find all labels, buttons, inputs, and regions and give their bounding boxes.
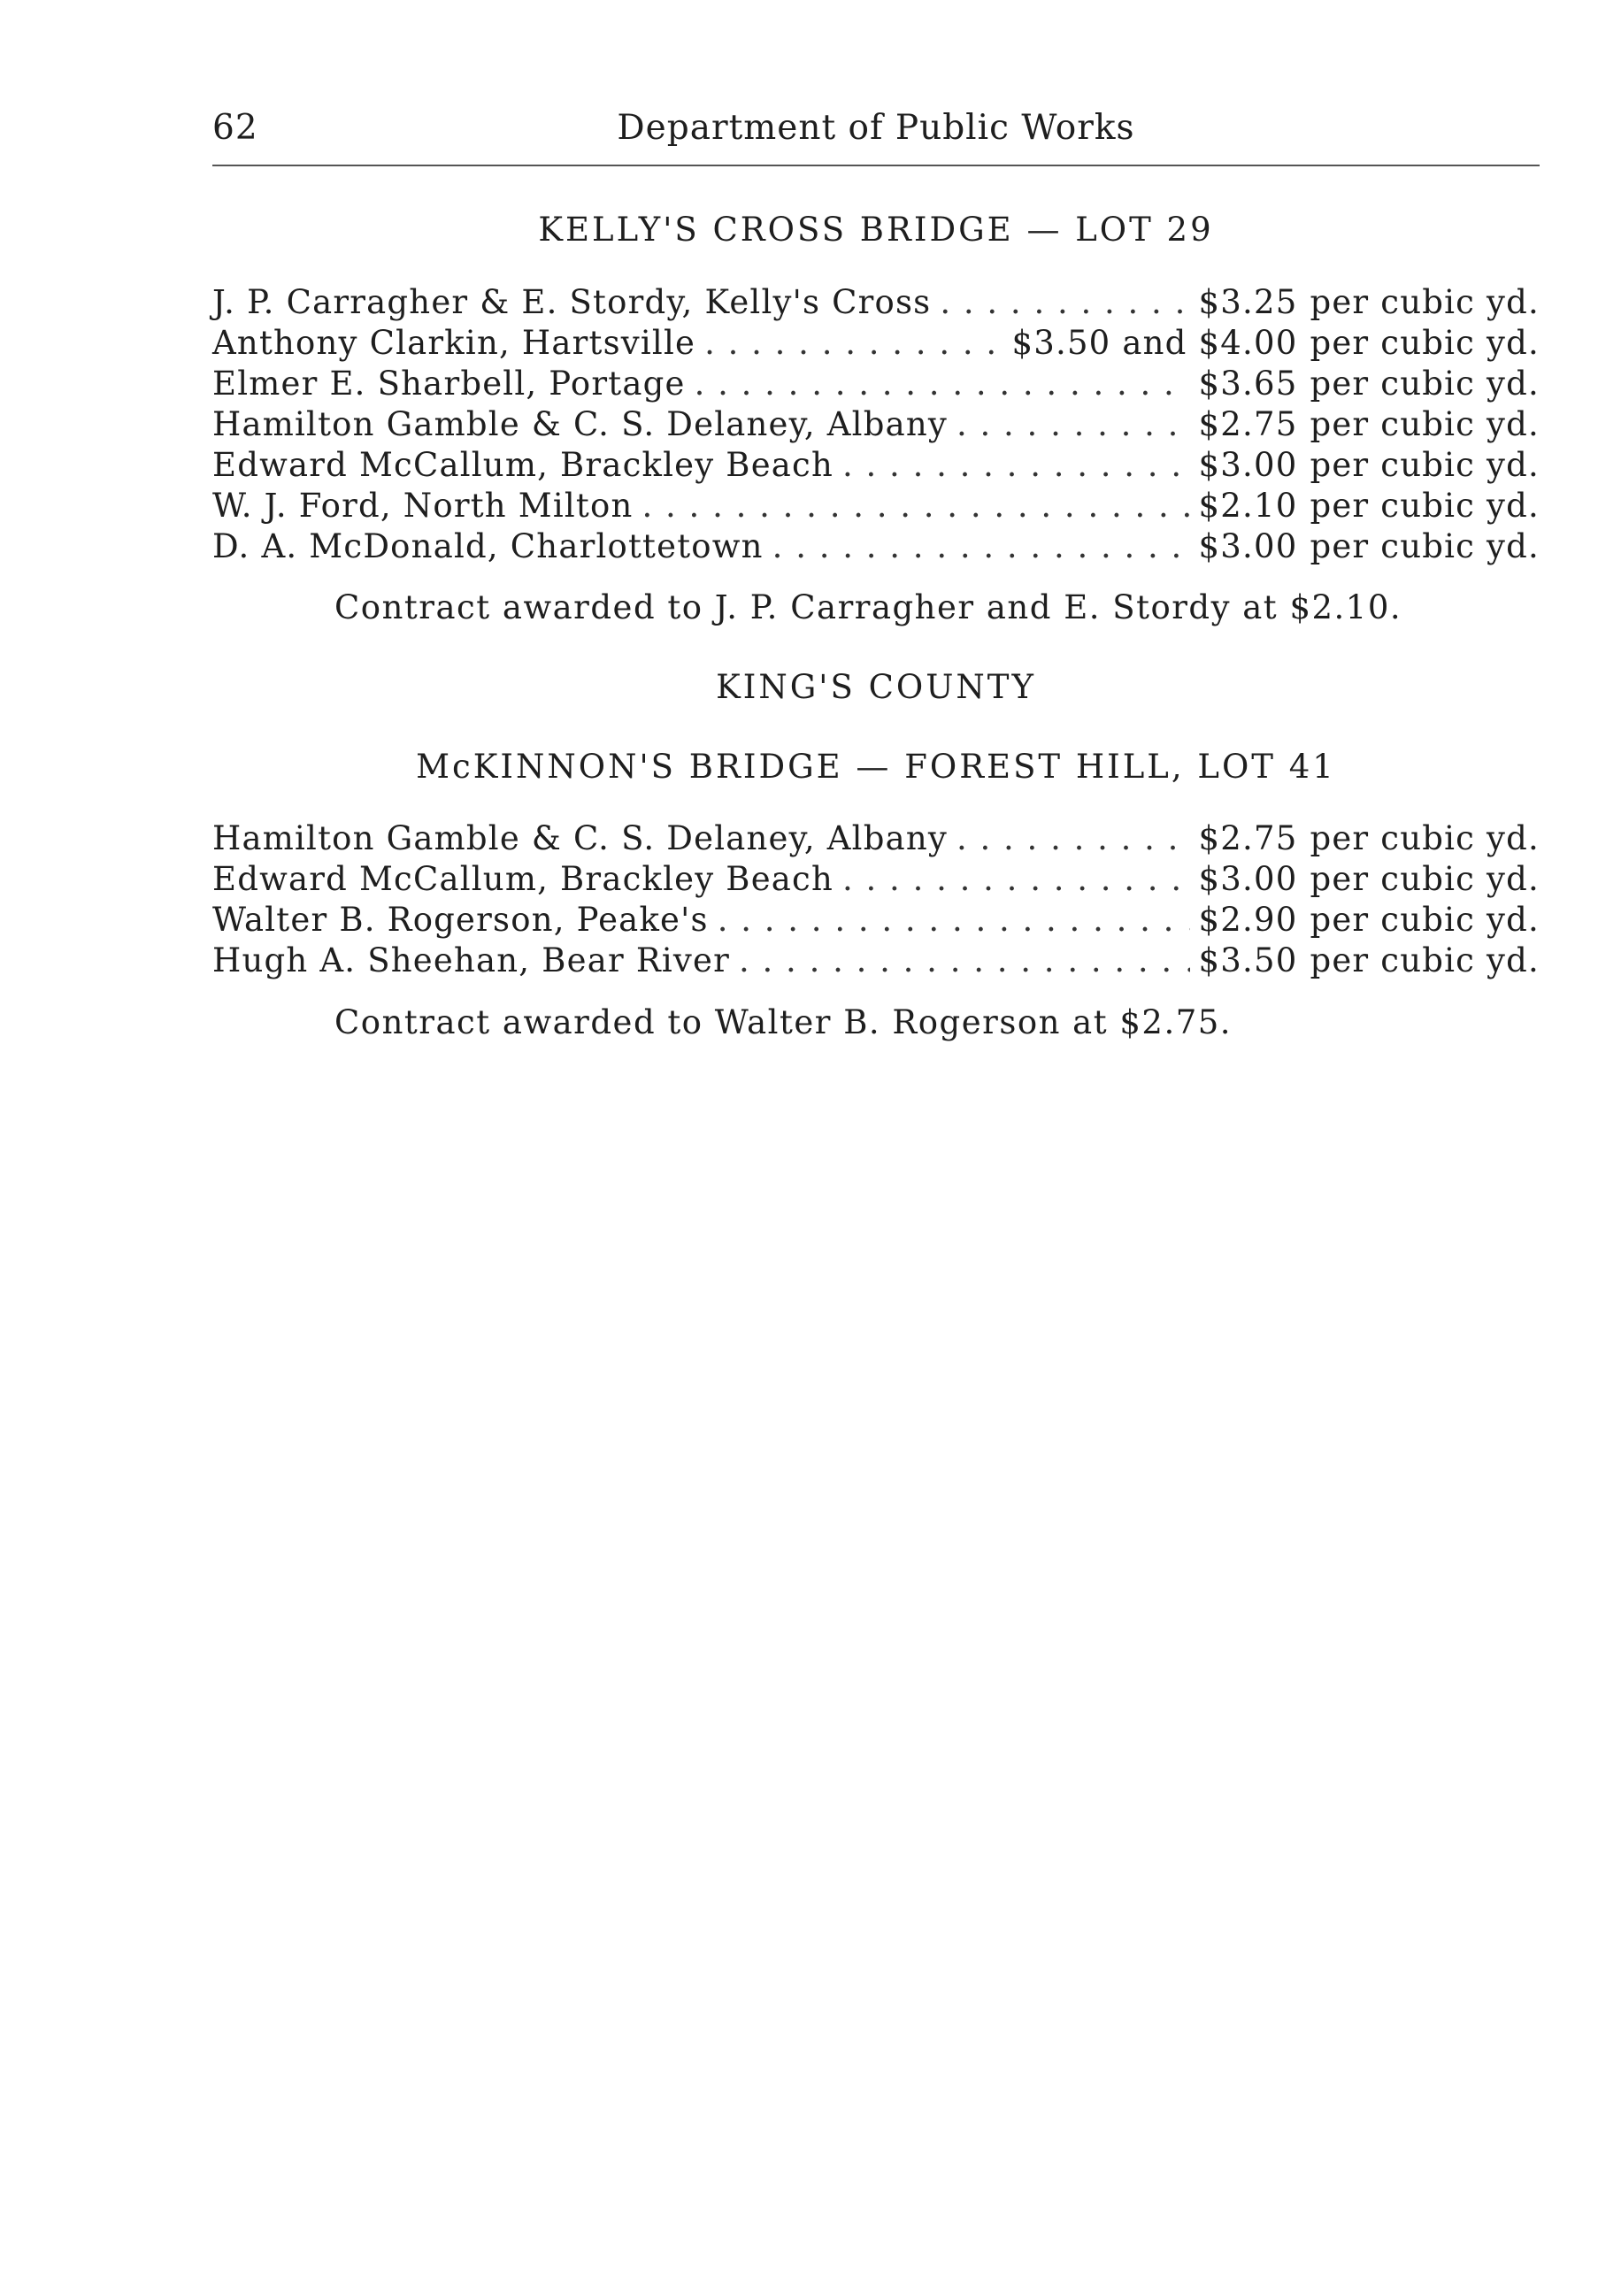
bidder-name: Hugh A. Sheehan, Bear River: [212, 941, 730, 979]
bid-unit: per cubic yd.: [1310, 860, 1540, 898]
bid-unit: per cubic yd.: [1310, 283, 1540, 321]
running-head: [212, 108, 1540, 154]
bid-entry: [212, 324, 1540, 365]
page-number: 62: [212, 108, 258, 148]
bid-price: $2.75: [1198, 819, 1298, 857]
bid-unit: per cubic yd.: [1310, 941, 1540, 979]
bidder-name: D. A. McDonald, Charlottetown: [212, 527, 764, 565]
bid-unit: per cubic yd.: [1310, 324, 1540, 362]
bidder-name: Edward McCallum, Brackley Beach: [212, 446, 834, 484]
bid-unit: per cubic yd.: [1310, 527, 1540, 565]
dot-leader: [718, 901, 1190, 939]
bid-price: $3.00: [1198, 527, 1298, 565]
dot-leader: [956, 819, 1190, 857]
dot-leader: [704, 324, 1003, 362]
bid-entry: [212, 901, 1540, 941]
dot-leader: [739, 941, 1190, 979]
bid-price: $3.50: [1198, 941, 1298, 979]
dot-leader: [695, 365, 1190, 403]
dot-leader: [772, 527, 1190, 565]
section-heading-kellys-cross: KELLY'S CROSS BRIDGE — LOT 29: [538, 211, 1214, 249]
bid-unit: per cubic yd.: [1310, 446, 1540, 484]
bid-unit: per cubic yd.: [1310, 365, 1540, 403]
bidder-name: J. P. Carragher & E. Stordy, Kelly's Cross: [212, 283, 932, 321]
bid-entry: [212, 860, 1540, 901]
bid-price: $3.25: [1198, 283, 1298, 321]
bid-entry: [212, 941, 1540, 982]
header-rule: [212, 165, 1540, 166]
bid-entry: [212, 405, 1540, 446]
county-heading: KING'S COUNTY: [716, 668, 1036, 706]
bid-price: $3.00: [1198, 860, 1298, 898]
bid-entry: [212, 446, 1540, 487]
bid-price: $3.00: [1198, 446, 1298, 484]
bid-unit: per cubic yd.: [1310, 487, 1540, 525]
bidder-name: Walter B. Rogerson, Peake's: [212, 901, 709, 939]
bid-unit: per cubic yd.: [1310, 405, 1540, 443]
bid-unit: per cubic yd.: [1310, 819, 1540, 857]
running-head-title: Department of Public Works: [617, 108, 1135, 148]
bidder-name: Hamilton Gamble & C. S. Delaney, Albany: [212, 819, 948, 857]
bid-unit: per cubic yd.: [1310, 901, 1540, 939]
dot-leader: [940, 283, 1189, 321]
bid-price: $2.10: [1198, 487, 1298, 525]
bid-price: $3.65: [1198, 365, 1298, 403]
bid-entry: [212, 283, 1540, 324]
bid-entry: [212, 365, 1540, 405]
bidder-name: Anthony Clarkin, Hartsville: [212, 324, 696, 362]
bidder-name: Hamilton Gamble & C. S. Delaney, Albany: [212, 405, 948, 443]
bid-entry: [212, 527, 1540, 568]
contract-award-note: Contract awarded to J. P. Carragher and E. Stordy at $2.10.: [334, 588, 1402, 626]
bid-list-kellys-cross: [212, 283, 1540, 568]
bidder-name: Edward McCallum, Brackley Beach: [212, 860, 834, 898]
dot-leader: [956, 405, 1190, 443]
dot-leader: [842, 446, 1190, 484]
dot-leader: [842, 860, 1190, 898]
bid-price: $3.50 and $4.00: [1011, 324, 1298, 362]
bid-price: $2.75: [1198, 405, 1298, 443]
bidder-name: Elmer E. Sharbell, Portage: [212, 365, 686, 403]
bid-price: $2.90: [1198, 901, 1298, 939]
bid-entry: [212, 487, 1540, 527]
dot-leader: [642, 487, 1190, 525]
bidder-name: W. J. Ford, North Milton: [212, 487, 634, 525]
bid-entry: [212, 819, 1540, 860]
bid-list-mckinnons: [212, 819, 1540, 982]
section-heading-mckinnons: McKINNON'S BRIDGE — FOREST HILL, LOT 41: [416, 748, 1336, 786]
contract-award-note: Contract awarded to Walter B. Rogerson at $2.75.: [334, 1003, 1233, 1041]
